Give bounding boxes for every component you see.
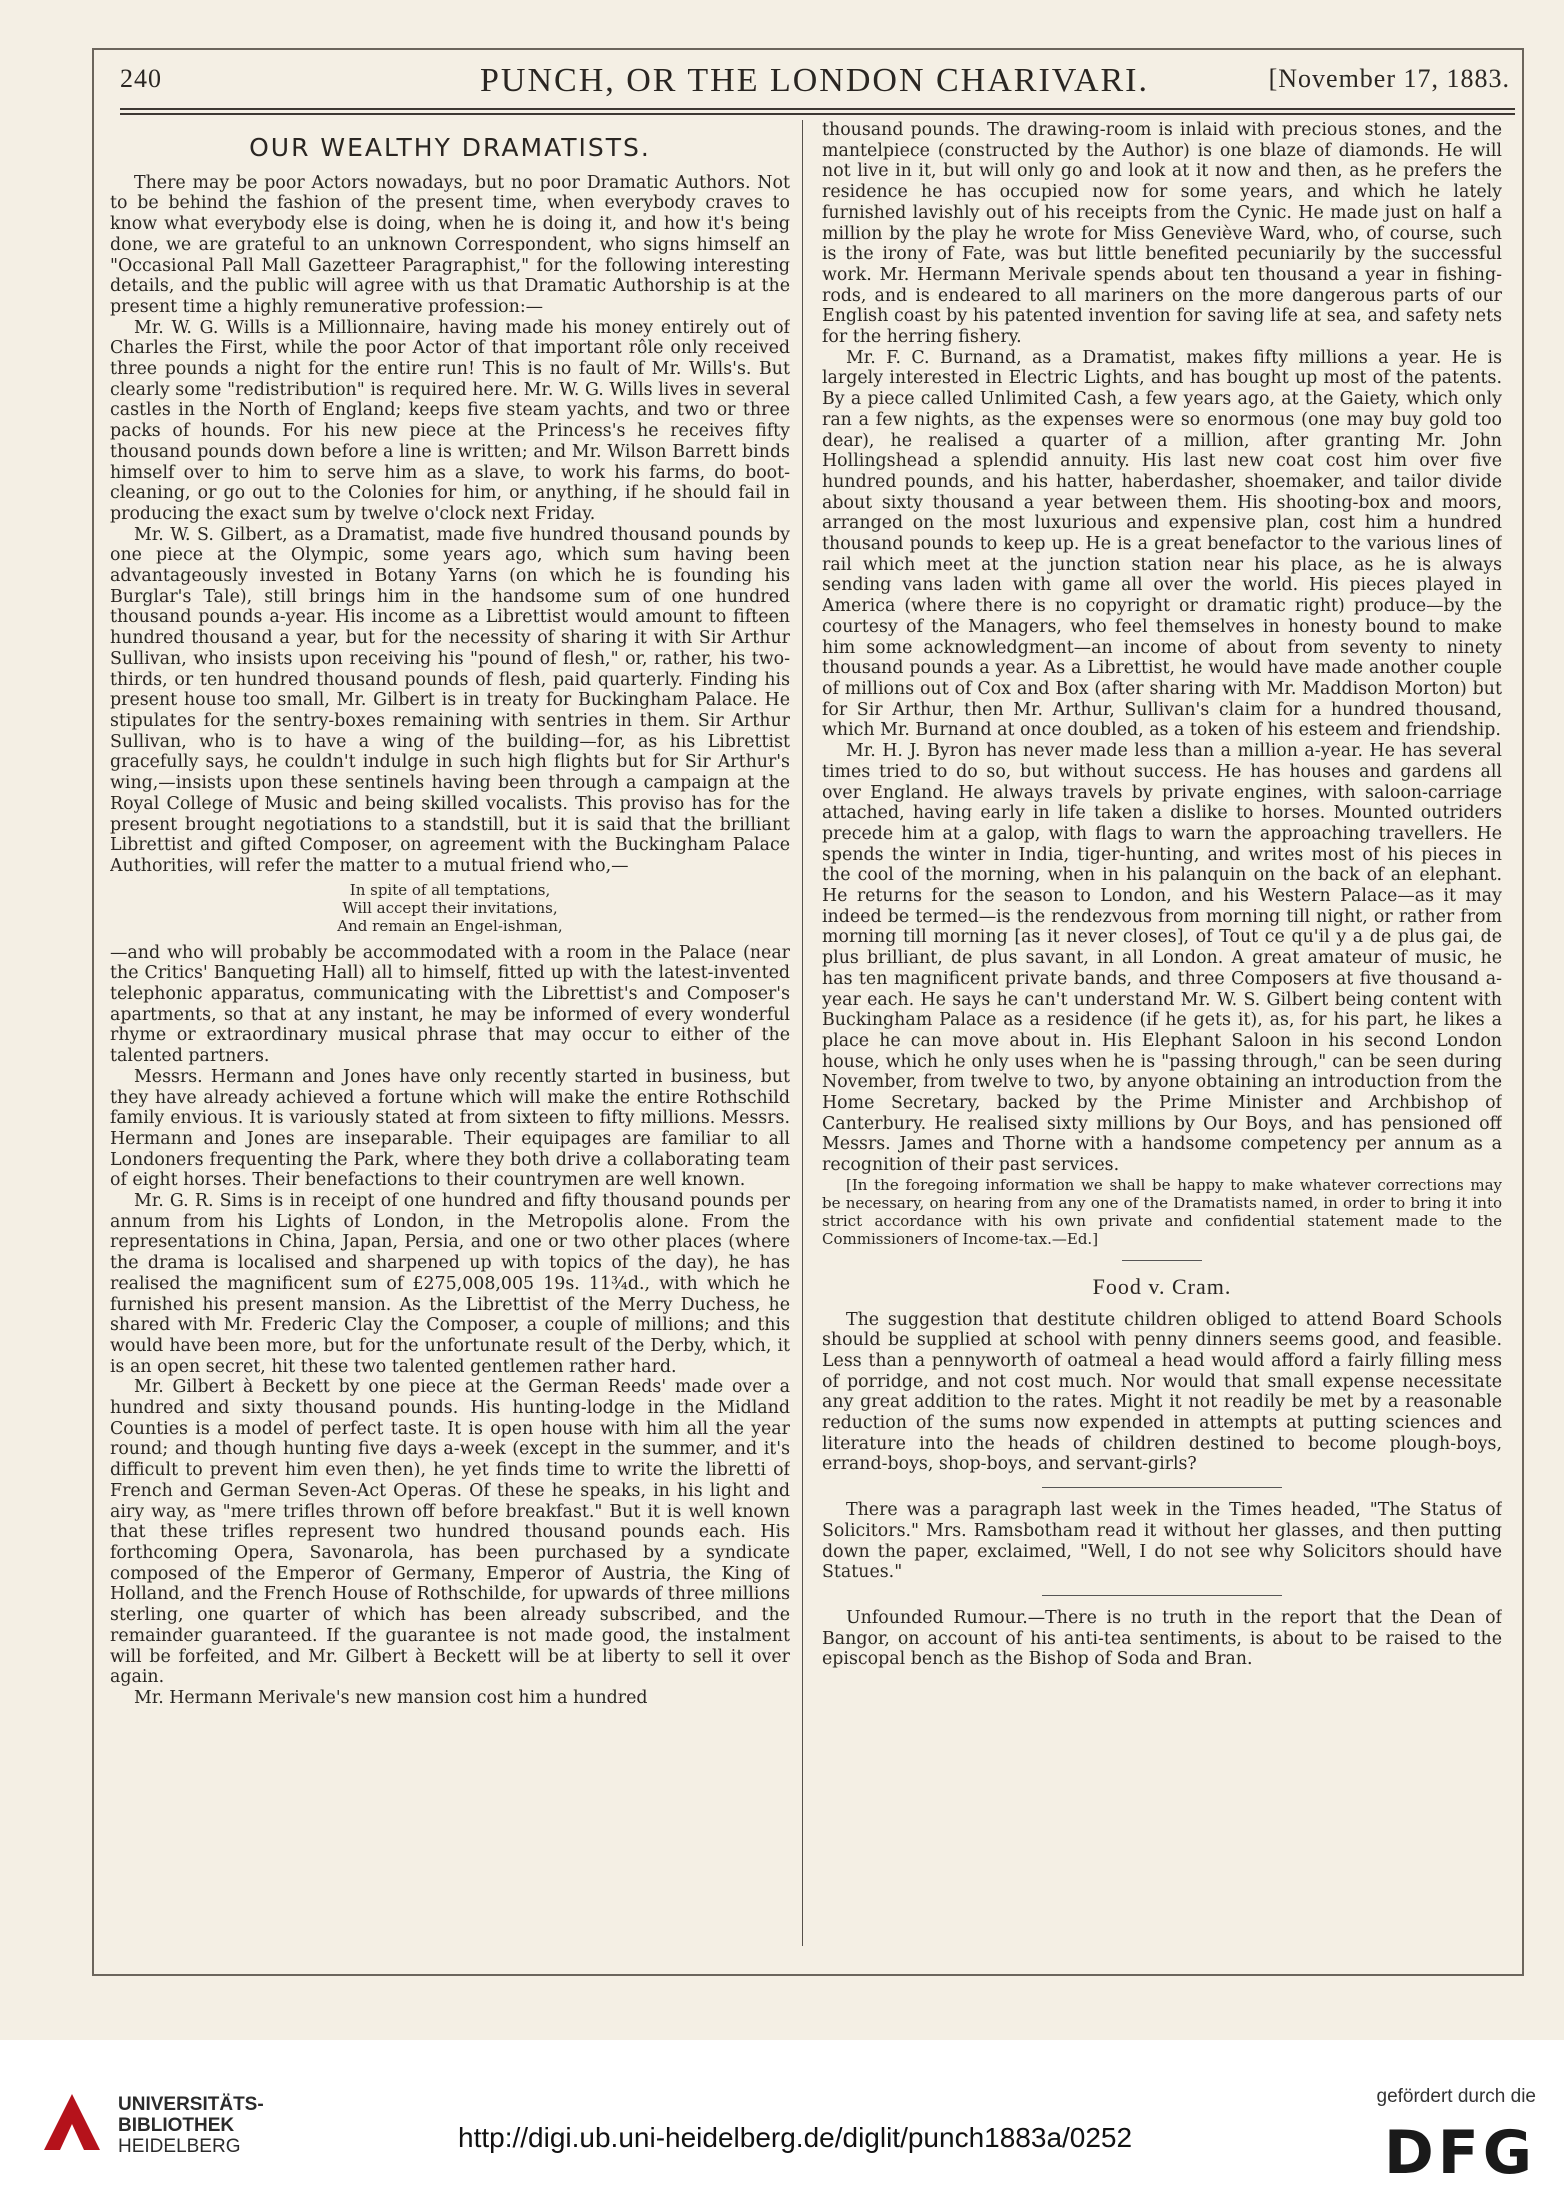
verse-line: In spite of all temptations, — [349, 880, 551, 899]
section-rule — [1042, 1595, 1282, 1596]
article-title: OUR WEALTHY DRAMATISTS. — [249, 133, 651, 162]
editor-note: [In the foregoing information we shall be happy to make whatever corrections may be necessary, on hearing from any one of the Dramatists named, in order to bring it into strict accordance with his own private and confidential statement made to the Commissioners of Income-tax.—Ed.] — [822, 1175, 1502, 1248]
issue-date: [November 17, 1883. — [1268, 64, 1510, 93]
masthead-title: PUNCH, OR THE LONDON CHARIVARI. — [480, 62, 1150, 99]
paragraph: Mr. Gilbert à Beckett by one piece at the German Reeds' made over a hundred and sixty thousand pounds. His hunting-lodge in the Midland Counties is a model of perfect taste. It is open house with him all the year round; and though hunting five days a-week (except in the summer, and it's difficult to prevent him even then), he yet finds time to write the libretti of French and German Seven-Act Operas. Of these he speaks, in his light and airy way, as "mere trifles thrown off before breakfast." But it is well known that these trifles represent two hundred thousand pounds each. His forthcoming Opera, Savonarola, has been purchased by a syndicate composed of the Emperor of Germany, Emperor of Austria, the King of Holland, and the French House of Rothschilde, for upwards of three millions sterling, one quarter of which has been already subscribed, and the remainder guaranteed. If the guarantee is not made good, the instalment will be forfeited, and Mr. Gilbert à Beckett will be at liberty to sell it over again. — [110, 1377, 790, 1688]
paragraph: Mr. H. J. Byron has never made less than a million a-year. He has several times tried to do so, but without success. He has houses and gardens all over England. He always travels by private engines, with saloon-carriage attached, having early in life taken a dislike to horses. Mounted outriders precede him at a galop, with flags to warn the approaching travellers. He spends the winter in India, tiger-hunting, and writes most of his pieces in the cool of the morning, when in his palanquin on the back of an elephant. He returns for the season to London, and his Western Palace—as it may indeed be termed—is the rendezvous from morning till night, or rather from morning till morning [as it never closes], of Tout ce qu'il y a de plus gai, de plus brilliant, de plus savant, in all London. A great amateur of music, he has ten magnificent private bands, and three Composers at five thousand a-year each. He says he can't understand Mr. W. S. Gilbert being content with Buckingham Palace as a residence (if he gets it), as, for his part, he likes a place he can move about in. His Elephant Saloon in his second London house, which he only uses when he is "passing through," can be seen during November, from twelve to two, by anyone obtaining an introduction from the Home Secretary, backed by the Prime Minister and Archbishop of Canterbury. He realised sixty millions by Our Boys, and has pensioned off Messrs. James and Thorne with a handsome competency per annum as a recognition of their past services. — [822, 741, 1502, 1176]
dfg-logo: DFG — [1383, 2118, 1536, 2188]
paragraph: There may be poor Actors nowadays, but no poor Dramatic Authors. Not to be behind the fashion of the present time, when everybody craves to know what everybody else is doing, when he is doing it, and how it's being done, we are grateful to an unknown Correspondent, who signs himself an "Occasional Pall Mall Gazetteer Paragraphist," for the following interesting details, and the public will agree with us that Dramatic Authorship is at the present time a highly remunerative profession:— — [110, 172, 790, 317]
right-column — [822, 120, 1502, 1950]
source-url-link[interactable]: http://digi.ub.uni-heidelberg.de/diglit/punch1883a/0252 — [458, 2122, 1133, 2153]
left-column — [110, 120, 790, 1950]
paragraph: Mr. G. R. Sims is in receipt of one hundred and fifty thousand pounds per annum from his Lights of London, in the Metropolis alone. From the representations in China, Japan, Persia, and one or two other places (where the drama is localised and sharpened up with topics of the day), he has realised the magnificent sum of £275,008,005 19s. 11¾d., with which he furnished his present mansion. As the Librettist of the Merry Duchess, he shared with Mr. Frederic Clay the Composer, a couple of millions; and this would have been more, but for the unfortunate result of the Derby, which, it is an open secret, hit these two talented gentlemen rather hard. — [110, 1191, 790, 1377]
verse-block — [110, 881, 790, 935]
paragraph: Mr. F. C. Burnand, as a Dramatist, makes fifty millions a year. He is largely interested in Electric Lights, and has bought up most of the patents. By a piece called Unlimited Cash, a few years ago, at the Gaiety, which only ran a few nights, as the expenses were so enormous (one may buy gold too dear), he realised a quarter of a million, after granting Mr. John Hollingshead a splendid annuity. His last new coat cost him over five hundred pounds, and his hatter, haberdasher, shoemaker, and tailor divide about sixty thousand a year between them. His shooting-box and moors, arranged on the most luxurious and expensive plan, cost him a hundred thousand pounds to keep up. He is a great benefactor to the various lines of rail which meet at the junction station near his place, as he is always sending vans laden with game all over the world. His pieces played in America (where there is no copyright or dramatic right) produce—by the courtesy of the Managers, who feel themselves in honesty bound to make him some acknowledgment—an income of about from seventy to ninety thousand pounds a year. As a Librettist, he would have made another couple of millions out of Cox and Box (after sharing with Mr. Maddison Morton) but for Sir Arthur, then Mr. Arthur, Sullivan's claim for a hundred thousand, which Mr. Burnand at once doubled, as a token of his esteem and friendship. — [822, 347, 1502, 741]
paragraph: Mr. W. G. Wills is a Millionnaire, having made his money entirely out of Charles the First, while the poor Actor of that important rôle only received three pounds a night for the entire run! This is no fault of Mr. Wills's. But clearly some "redistribution" is required here. Mr. W. G. Wills lives in several castles in the North of England; keeps five steam yachts, and two or three packs of hounds. For his new piece at the Princess's he receives fifty thousand pounds down before a line is written; and Mr. Wilson Barrett binds himself over to him to serve him as a slave, to work his farms, do boot-cleaning, or go out to the Colonies for him, or anything, if he should fail in producing the exact sum by twelve o'clock next Friday. — [110, 317, 790, 524]
section-rule — [1042, 1487, 1282, 1488]
paragraph: Mr. Hermann Merivale's new mansion cost him a hundred — [134, 1687, 648, 1708]
paragraph: The suggestion that destitute children obliged to attend Board Schools should be supplied at school with penny dinners seems good, and feasible. Less than a pennyworth of oatmeal a head would afford a fairly filling mess of porridge, and not cost much. Nor would that small expense necessitate any great addition to the rates. Might it not readily be met by a reasonable reduction of the sums now expended in attempts at putting sciences and literature into the heads of children destined to become plough-boys, errand-boys, shop-boys, and servant-girls? — [822, 1309, 1502, 1475]
page-header — [120, 62, 1520, 102]
section-rule — [1122, 1260, 1202, 1261]
library-name: UNIVERSITÄTS- BIBLIOTHEK HEIDELBERG — [118, 2094, 264, 2157]
paragraph: Mr. W. S. Gilbert, as a Dramatist, made five hundred thousand pounds by one piece at the Olympic, some years ago, which sum having been advantageously invested in Botany Yarns (on which he is founding his Burglar's Tale), still brings him in the handsome sum of one hundred thousand pounds a-year. His income as a Librettist would amount to fifteen hundred thousand a year, but for the necessity of sharing it with Sir Arthur Sullivan, who insists upon receiving his "pound of flesh," or, rather, his two-thirds, or ten hundred thousand pounds of flesh, paid quarterly. Finding his present house too small, Mr. Gilbert is in treaty for Buckingham Palace. He stipulates for the sentry-boxes remaining with sentries in them. Sir Arthur Sullivan, who is to have a wing of the building—for, as his Librettist gracefully says, he couldn't indulge in such high flights but for Sir Arthur's wing,—insists upon these sentinels having been through a campaign at the Royal College of Music and being skilled vocalists. This proviso has for the present brought negotiations to a standstill, but it is said that the brilliant Librettist and gifted Composer, on agreement with the Buckingham Palace Authorities, will refer the matter to a mutual friend who,— — [110, 524, 790, 876]
page-number: 240 — [120, 64, 162, 93]
viewer-footer — [0, 2040, 1564, 2201]
column-divider — [802, 120, 803, 1946]
funding-caption: gefördert durch die — [1376, 2086, 1536, 2107]
university-library-logo-icon — [40, 2090, 104, 2154]
article-title: Food v. Cram. — [1092, 1273, 1232, 1299]
paragraph: Unfounded Rumour.—There is no truth in the report that the Dean of Bangor, on account of his anti-tea sentiments, is about to be raised to the episcopal bench as the Bishop of Soda and Bran. — [822, 1608, 1502, 1670]
paragraph: thousand pounds. The drawing-room is inlaid with precious stones, and the mantelpiece (constructed by the Author) is one blaze of diamonds. He will not live in it, but will only go and look at it now and then, as he prefers the residence he has occupied now for some years, and which he lately furnished lavishly out of his receipts from the Cynic. He made just on half a million by the play he wrote for Miss Geneviève Ward, who, of course, such is the irony of Fate, was but little benefited pecuniarily by the successful work. Mr. Hermann Merivale spends about ten thousand a year in fishing-rods, and is endeared to all mariners on the more dangerous parts of our English coast by his patented invention for saving life at sea, and safety nets for the herring fishery. — [822, 120, 1502, 348]
paragraph: —and who will probably be accommodated with a room in the Palace (near the Critics' Banqueting Hall) all to himself, fitted up with the latest-invented telephonic apparatus, communicating with the Librettist's and Composer's apartments, so that at any instant, he may be informed of every wonderful rhyme or extraordinary musical phrase that may occur to either of the talented partners. — [110, 942, 790, 1067]
verse-line: Will accept their invitations, — [342, 898, 558, 917]
header-rule — [120, 108, 1515, 110]
verse-line: And remain an Engel-ishman, — [337, 916, 563, 935]
paragraph: Messrs. Hermann and Jones have only recently started in business, but they have already achieved a fortune which will make the entire Rothschild family envious. It is variously stated at from sixteen to fifty millions. Messrs. Hermann and Jones are inseparable. Their equipages are familiar to all Londoners frequenting the Park, where they both drive a collaborating team of eight horses. Their benefactions to their countrymen are well known. — [110, 1066, 790, 1191]
paragraph: There was a paragraph last week in the Times headed, "The Status of Solicitors." Mrs. Ramsbotham read it without her glasses, and then putting down the paper, exclaimed, "Well, I do not see why Solicitors should have Statues." — [822, 1500, 1502, 1583]
header-rule-2 — [120, 113, 1515, 115]
